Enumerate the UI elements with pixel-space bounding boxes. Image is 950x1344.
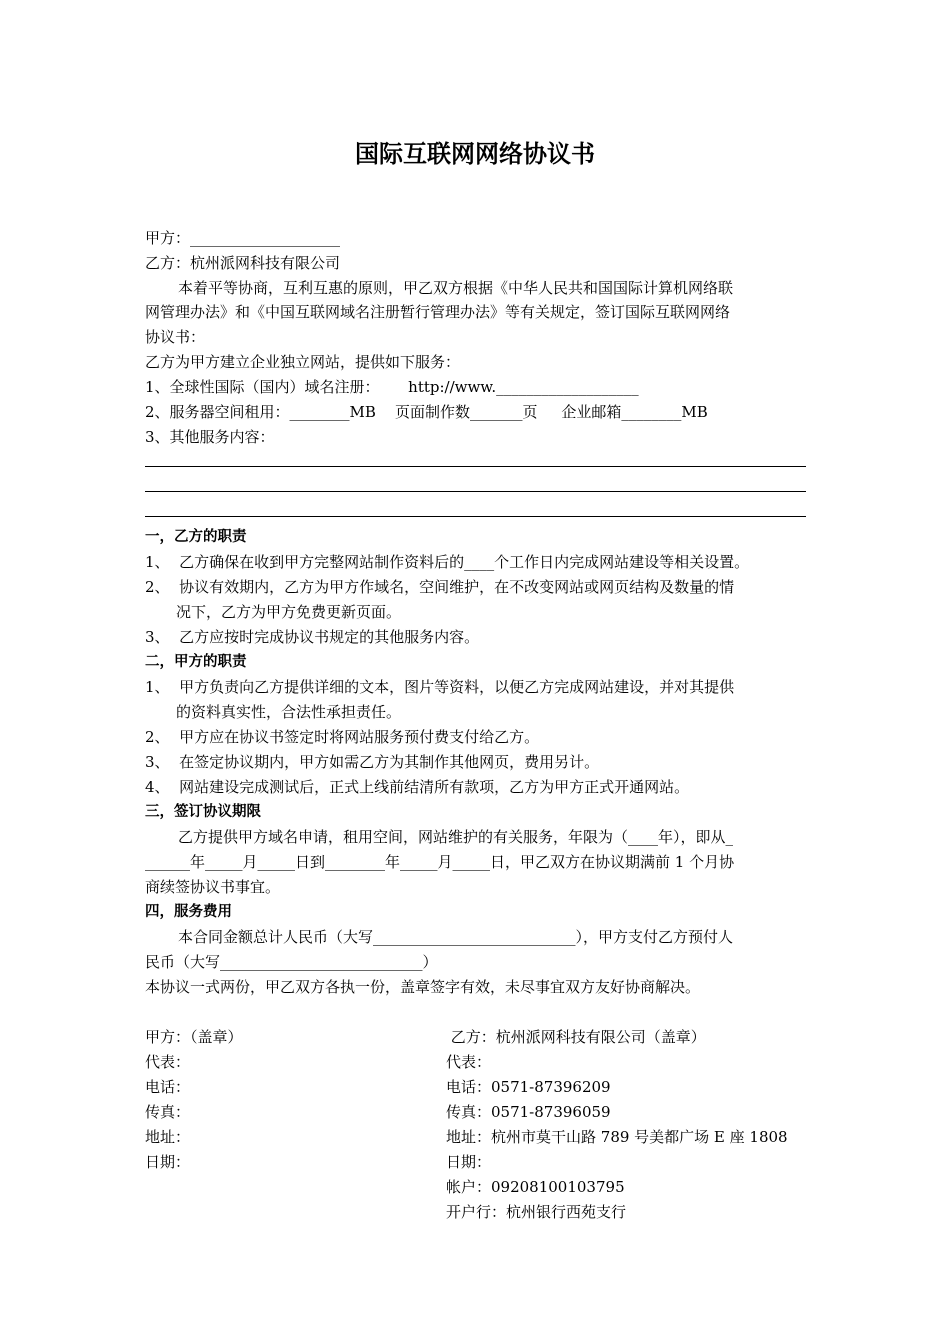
section-2-heading: 二，甲方的职责 bbox=[145, 654, 247, 670]
section-1-item: 3、 乙方应按时完成协议书规定的其他服务内容。 bbox=[145, 628, 480, 646]
service-item-2: 2、服务器空间租用：________MB 页面制作数_______页 企业邮箱________MB bbox=[145, 403, 708, 421]
section-1-item: 2、 协议有效期内，乙方为甲方作域名，空间维护，在不改变网站或网页结构及数量的情 bbox=[145, 578, 735, 596]
intro-line-3: 协议书： bbox=[145, 328, 206, 346]
services-intro: 乙方为甲方建立企业独立网站，提供如下服务： bbox=[145, 353, 461, 371]
section-3-line: ______年_____月_____日到________年_____月_____日，甲乙双方在协议期满前 1 个月协 bbox=[145, 853, 735, 871]
section-4-heading: 四，服务费用 bbox=[145, 904, 232, 920]
service-item-1: 1、全球性国际（国内）域名注册： http://www.___________________ bbox=[145, 378, 639, 396]
party-a-date: 日期： bbox=[145, 1153, 191, 1171]
party-a-representative: 代表： bbox=[145, 1053, 191, 1071]
party-b-account: 帐户：09208100103795 bbox=[446, 1178, 625, 1196]
section-2-item: 2、 甲方应在协议书签定时将网站服务预付费支付给乙方。 bbox=[145, 728, 540, 746]
document-title: 国际互联网网络协议书 bbox=[355, 140, 595, 168]
party-b-phone: 电话：0571-87396209 bbox=[446, 1078, 611, 1096]
service-item-3: 3、其他服务内容： bbox=[145, 428, 275, 446]
closing-statement: 本协议一式两份，甲乙双方各执一份，盖章签字有效，未尽事宜双方友好协商解决。 bbox=[145, 978, 701, 996]
party-a-fax: 传真： bbox=[145, 1103, 191, 1121]
party-b-address: 地址：杭州市莫干山路 789 号美都广场 E 座 1808 bbox=[446, 1128, 788, 1146]
section-3-heading: 三，签订协议期限 bbox=[145, 804, 261, 820]
section-1-heading: 一，乙方的职责 bbox=[145, 529, 247, 545]
section-2-item: 1、 甲方负责向乙方提供详细的文本，图片等资料，以便乙方完成网站建设，并对其提供 bbox=[145, 678, 735, 696]
party-a-seal: 甲方：（盖章） bbox=[145, 1028, 243, 1046]
blank-rule-1 bbox=[145, 466, 806, 467]
party-b-line: 乙方：杭州派网科技有限公司 bbox=[145, 254, 341, 272]
intro-line-2: 网管理办法》和《中国互联网域名注册暂行管理办法》等有关规定，签订国际互联网网络 bbox=[145, 303, 731, 321]
party-a-phone: 电话： bbox=[145, 1078, 191, 1096]
party-b-bank: 开户行：杭州银行西苑支行 bbox=[446, 1203, 627, 1221]
party-b-fax: 传真：0571-87396059 bbox=[446, 1103, 611, 1121]
section-2-item-continued: 的资料真实性，合法性承担责任。 bbox=[176, 703, 402, 721]
section-3-line: 商续签协议书事宜。 bbox=[145, 878, 281, 896]
party-a-line: 甲方：____________________ bbox=[145, 229, 341, 247]
section-2-item: 3、 在签定协议期内，甲方如需乙方为其制作其他网页，费用另计。 bbox=[145, 753, 600, 771]
party-b-representative: 代表： bbox=[446, 1053, 492, 1071]
section-2-item: 4、 网站建设完成测试后，正式上线前结清所有款项，乙方为甲方正式开通网站。 bbox=[145, 778, 690, 796]
section-1-item-continued: 况下，乙方为甲方免费更新页面。 bbox=[176, 603, 402, 621]
section-4-line: 本合同金额总计人民币（大写___________________________），甲方支付乙方预付人 bbox=[178, 928, 734, 946]
party-b-date: 日期： bbox=[446, 1153, 492, 1171]
blank-rule-2 bbox=[145, 491, 806, 492]
party-a-address: 地址： bbox=[145, 1128, 191, 1146]
party-b-seal: 乙方：杭州派网科技有限公司（盖章） bbox=[446, 1028, 706, 1046]
section-1-item: 1、 乙方确保在收到甲方完整网站制作资料后的____个工作日内完成网站建设等相关设置。 bbox=[145, 553, 750, 571]
section-4-line: 民币（大写___________________________） bbox=[145, 953, 438, 971]
blank-rule-3 bbox=[145, 516, 806, 517]
intro-line-1: 本着平等协商，互利互惠的原则，甲乙双方根据《中华人民共和国国际计算机网络联 bbox=[178, 279, 734, 297]
section-3-line: 乙方提供甲方域名申请，租用空间，网站维护的有关服务，年限为（____年），即从_ bbox=[178, 828, 734, 846]
